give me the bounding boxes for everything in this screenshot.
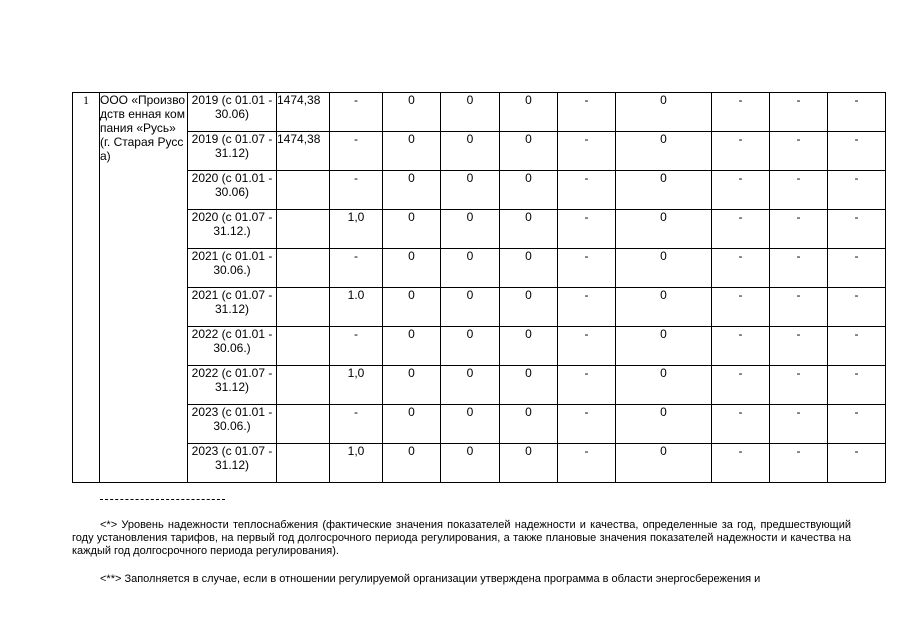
- value-cell-c9: -: [712, 288, 770, 327]
- period-cell: 2019 (с 01.07 - 31.12): [188, 132, 277, 171]
- value-cell-c6: 0: [500, 288, 558, 327]
- value-cell-c9: -: [712, 366, 770, 405]
- rate-cell: [277, 405, 330, 444]
- value-cell-c8: 0: [616, 93, 712, 132]
- value-cell-c4: 0: [383, 171, 441, 210]
- value-cell-c10: -: [770, 210, 828, 249]
- value-cell-c8: 0: [616, 132, 712, 171]
- value-cell-c4: 0: [383, 444, 441, 483]
- value-cell-c8: 0: [616, 405, 712, 444]
- value-cell-c7: -: [558, 444, 616, 483]
- value-cell-c9: -: [712, 210, 770, 249]
- value-cell-c11: -: [828, 132, 886, 171]
- value-cell-c6: 0: [500, 132, 558, 171]
- period-cell: 2022 (с 01.01 - 30.06.): [188, 327, 277, 366]
- value-cell-c5: 0: [441, 93, 500, 132]
- value-cell-c3: -: [330, 132, 383, 171]
- table-row: [73, 210, 886, 249]
- rate-cell: [277, 444, 330, 483]
- footnote-separator: [100, 499, 225, 500]
- value-cell-c5: 0: [441, 171, 500, 210]
- value-cell-c11: -: [828, 171, 886, 210]
- value-cell-c8: 0: [616, 249, 712, 288]
- value-cell-c4: 0: [383, 210, 441, 249]
- value-cell-c3: 1,0: [330, 444, 383, 483]
- footnote-2-text: <**> Заполняется в случае, если в отношении регулируемой организации утверждена программа в области энергосбережения и: [100, 573, 761, 585]
- value-cell-c9: -: [712, 405, 770, 444]
- period-cell: 2023 (с 01.01 - 30.06.): [188, 405, 277, 444]
- period-cell: 2019 (с 01.01 - 30.06): [188, 93, 277, 132]
- value-cell-c3: 1,0: [330, 210, 383, 249]
- value-cell-c10: -: [770, 132, 828, 171]
- table-row: [73, 444, 886, 483]
- value-cell-c5: 0: [441, 210, 500, 249]
- value-cell-c11: -: [828, 210, 886, 249]
- value-cell-c3: -: [330, 249, 383, 288]
- period-cell: 2020 (с 01.01 - 30.06): [188, 171, 277, 210]
- value-cell-c10: -: [770, 444, 828, 483]
- table-row: [73, 171, 886, 210]
- value-cell-c10: -: [770, 93, 828, 132]
- tariff-table: [72, 92, 886, 483]
- value-cell-c6: 0: [500, 171, 558, 210]
- value-cell-c7: -: [558, 93, 616, 132]
- value-cell-c5: 0: [441, 366, 500, 405]
- organization-cell: ООО «Производств енная компания «Русь» (г. Старая Русса): [100, 93, 188, 483]
- value-cell-c11: -: [828, 444, 886, 483]
- value-cell-c3: -: [330, 327, 383, 366]
- value-cell-c3: 1,0: [330, 366, 383, 405]
- rate-cell: 1474,38: [277, 132, 330, 171]
- value-cell-c8: 0: [616, 210, 712, 249]
- value-cell-c11: -: [828, 93, 886, 132]
- value-cell-c7: -: [558, 249, 616, 288]
- value-cell-c11: -: [828, 366, 886, 405]
- rate-cell: [277, 288, 330, 327]
- value-cell-c9: -: [712, 249, 770, 288]
- value-cell-c4: 0: [383, 132, 441, 171]
- value-cell-c5: 0: [441, 249, 500, 288]
- value-cell-c7: -: [558, 288, 616, 327]
- value-cell-c3: -: [330, 93, 383, 132]
- value-cell-c9: -: [712, 132, 770, 171]
- value-cell-c10: -: [770, 405, 828, 444]
- value-cell-c11: -: [828, 405, 886, 444]
- table-row: [73, 132, 886, 171]
- table-row: [73, 93, 886, 132]
- period-cell: 2021 (с 01.07 - 31.12): [188, 288, 277, 327]
- period-cell: 2021 (с 01.01 - 30.06.): [188, 249, 277, 288]
- rate-cell: [277, 249, 330, 288]
- value-cell-c4: 0: [383, 366, 441, 405]
- table-row: [73, 249, 886, 288]
- value-cell-c5: 0: [441, 288, 500, 327]
- rate-cell: [277, 366, 330, 405]
- period-cell: 2020 (с 01.07 - 31.12.): [188, 210, 277, 249]
- value-cell-c10: -: [770, 249, 828, 288]
- value-cell-c5: 0: [441, 132, 500, 171]
- footnote-1-text: <*> Уровень надежности теплоснабжения (фактические значения показателей надежности и качества, определенные за год, предшествующий году установления тарифов, на первый год долгосрочного периода регулирования, а также плановые значения показателей надежности и качества на каждый год долгосрочного периода регулирования).: [72, 519, 851, 557]
- value-cell-c9: -: [712, 327, 770, 366]
- value-cell-c3: -: [330, 171, 383, 210]
- value-cell-c10: -: [770, 171, 828, 210]
- value-cell-c4: 0: [383, 405, 441, 444]
- table-row: [73, 288, 886, 327]
- value-cell-c8: 0: [616, 327, 712, 366]
- value-cell-c6: 0: [500, 249, 558, 288]
- value-cell-c8: 0: [616, 444, 712, 483]
- value-cell-c8: 0: [616, 366, 712, 405]
- row-number-cell: 1: [73, 93, 100, 483]
- value-cell-c4: 0: [383, 249, 441, 288]
- table-row: [73, 405, 886, 444]
- value-cell-c11: -: [828, 327, 886, 366]
- value-cell-c11: -: [828, 288, 886, 327]
- value-cell-c6: 0: [500, 366, 558, 405]
- value-cell-c6: 0: [500, 93, 558, 132]
- table-row: [73, 327, 886, 366]
- value-cell-c10: -: [770, 327, 828, 366]
- rate-cell: [277, 210, 330, 249]
- rate-cell: [277, 327, 330, 366]
- value-cell-c10: -: [770, 366, 828, 405]
- value-cell-c6: 0: [500, 444, 558, 483]
- table-row: [73, 366, 886, 405]
- value-cell-c5: 0: [441, 327, 500, 366]
- value-cell-c7: -: [558, 171, 616, 210]
- value-cell-c7: -: [558, 366, 616, 405]
- value-cell-c4: 0: [383, 327, 441, 366]
- value-cell-c5: 0: [441, 444, 500, 483]
- value-cell-c4: 0: [383, 93, 441, 132]
- value-cell-c8: 0: [616, 171, 712, 210]
- value-cell-c9: -: [712, 93, 770, 132]
- value-cell-c7: -: [558, 405, 616, 444]
- value-cell-c3: -: [330, 405, 383, 444]
- value-cell-c4: 0: [383, 288, 441, 327]
- footnote-1: [72, 519, 851, 558]
- value-cell-c6: 0: [500, 210, 558, 249]
- value-cell-c9: -: [712, 171, 770, 210]
- value-cell-c10: -: [770, 288, 828, 327]
- rate-cell: [277, 171, 330, 210]
- value-cell-c7: -: [558, 327, 616, 366]
- table-body: [73, 93, 886, 483]
- value-cell-c3: 1.0: [330, 288, 383, 327]
- rate-cell: 1474,38: [277, 93, 330, 132]
- value-cell-c7: -: [558, 210, 616, 249]
- value-cell-c7: -: [558, 132, 616, 171]
- value-cell-c6: 0: [500, 405, 558, 444]
- value-cell-c8: 0: [616, 288, 712, 327]
- value-cell-c6: 0: [500, 327, 558, 366]
- value-cell-c11: -: [828, 249, 886, 288]
- period-cell: 2023 (с 01.07 - 31.12): [188, 444, 277, 483]
- period-cell: 2022 (с 01.07 - 31.12): [188, 366, 277, 405]
- value-cell-c9: -: [712, 444, 770, 483]
- value-cell-c5: 0: [441, 405, 500, 444]
- footnote-2: [72, 573, 851, 586]
